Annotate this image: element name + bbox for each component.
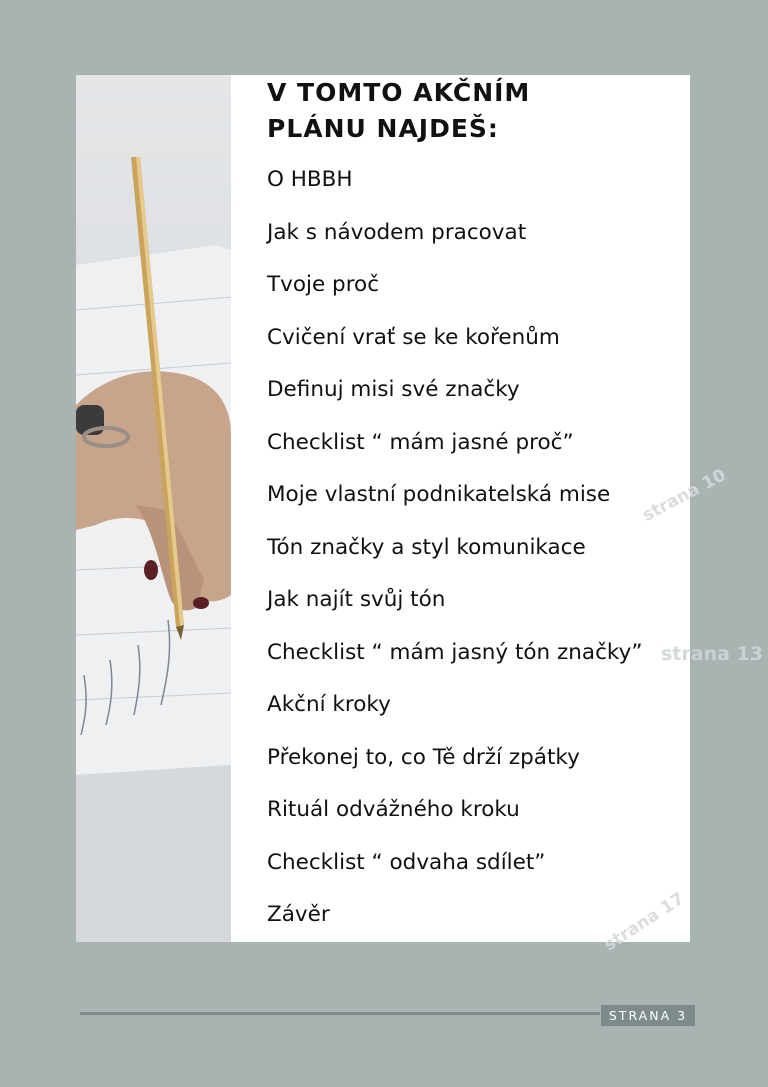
toc-item-label: Překonej to, co Tě drží zpátky	[267, 744, 580, 770]
nail	[193, 597, 209, 609]
toc-item-label: Checklist “ mám jasné proč”	[267, 429, 574, 455]
toc-item-label: Cvičení vrať se ke kořenům	[267, 324, 560, 350]
nail	[144, 560, 158, 580]
table-of-contents	[267, 162, 642, 950]
table-surface	[76, 765, 231, 942]
footer-divider	[80, 1012, 600, 1015]
page-title	[267, 75, 667, 147]
toc-item	[267, 477, 642, 530]
photo-illustration	[76, 75, 231, 942]
toc-item-label: Checklist “ odvaha sdílet”	[267, 849, 546, 875]
photo-hand-writing	[76, 75, 231, 942]
toc-item-label: Definuj misi své značky	[267, 377, 520, 402]
page-number-badge: STRANA 3	[601, 1005, 695, 1026]
toc-item	[267, 162, 642, 215]
toc-item	[267, 792, 642, 845]
toc-item	[267, 897, 642, 950]
toc-item-label: Tón značky a styl komunikace	[267, 534, 586, 560]
toc-item	[267, 320, 642, 373]
toc-item-label: Akční kroky	[267, 692, 391, 717]
toc-item	[267, 740, 642, 793]
toc-item-label: Checklist “ mám jasný tón značky”	[267, 639, 643, 665]
toc-item	[267, 267, 642, 320]
page-ref-stamp-13: strana 13	[661, 643, 763, 665]
page-ref-stamp-10: strana 10	[639, 465, 730, 526]
toc-item-label: Moje vlastní podnikatelská mise	[267, 482, 611, 507]
toc-item-label: Závěr	[267, 902, 330, 927]
toc-item	[267, 845, 642, 898]
toc-item	[267, 530, 642, 583]
toc-item-label: Rituál odvážného kroku	[267, 797, 520, 822]
toc-item	[267, 635, 642, 688]
toc-item-label: O HBBH	[267, 167, 353, 192]
title-line-1: V TOMTO AKČNÍM	[267, 78, 531, 107]
toc-item-label: Jak s návodem pracovat	[267, 219, 527, 245]
toc-item-label: Tvoje proč	[267, 272, 380, 297]
toc-item	[267, 582, 642, 635]
toc-item	[267, 215, 642, 268]
toc-item	[267, 687, 642, 740]
title-line-2: PLÁNU NAJDEŠ:	[267, 114, 499, 143]
page-ref-stamp-17: strana 17	[600, 888, 688, 956]
toc-item	[267, 372, 642, 425]
toc-item-label: Jak najít svůj tón	[267, 587, 446, 612]
toc-item	[267, 425, 642, 478]
